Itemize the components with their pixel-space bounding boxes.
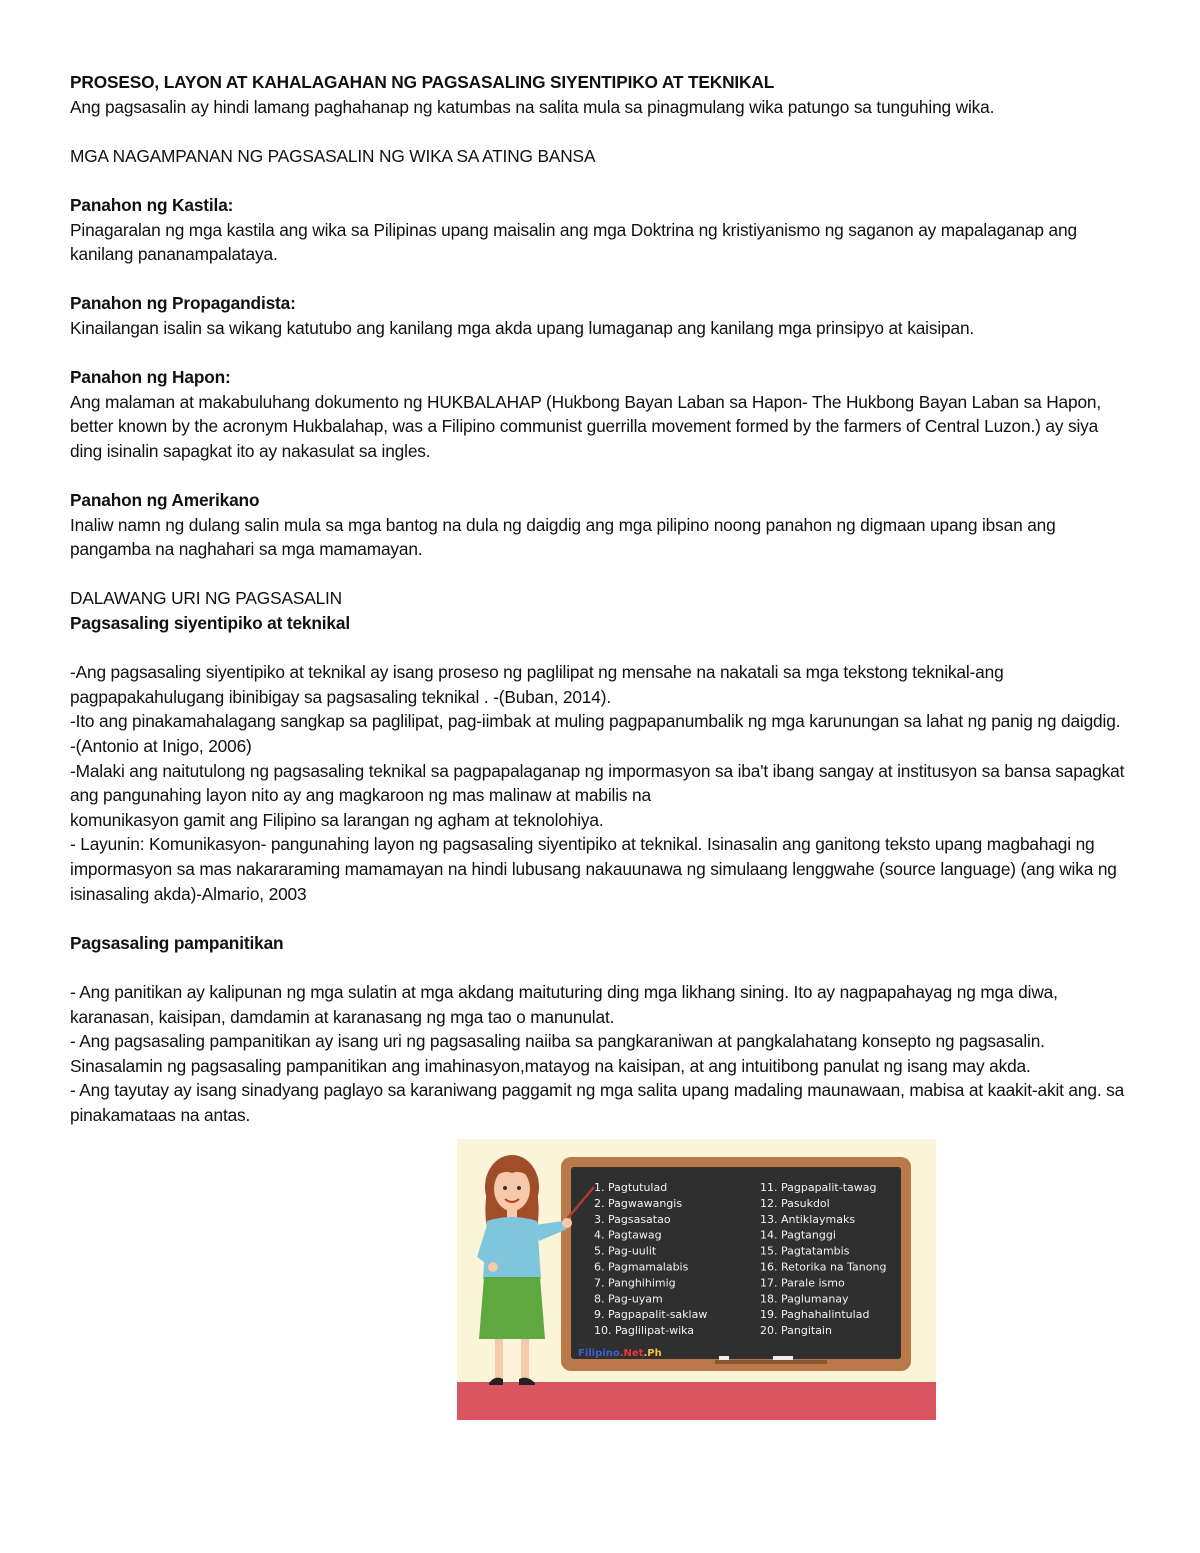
figure-list-item-left-10: 10. Paglilipat-wika [594,1324,695,1338]
figure-list-item-left-8: 8. Pag-uyam [594,1292,663,1306]
scientific-paragraph-2: -Ito ang pinakamahalagang sangkap sa paglilipat, pag-iimbak at muling pagpapanumbalik ng mga karunungan sa lahat ng panig ng daigdig. -(Antonio at Inigo, 2006) [70,711,1121,757]
figure-list-item-left-2: 2. Pagwawangis [594,1196,683,1210]
figure-list-item-right-7: 17. Parale ismo [760,1276,845,1290]
type-heading-literary: Pagsasaling pampanitikan [70,932,284,953]
section-heading-roles: MGA NAGAMPANAN NG PAGSASALIN NG WIKA SA ATING BANSA [70,145,596,166]
scientific-paragraph-4: - Layunin: Komunikasyon- pangunahing layon ng pagsasaling siyentipiko at teknikal. Isinasalin ang ganitong teksto upang magbahagi ng impormasyon sa mas nakararaming mamamayan na hindi lubusang nakauunawa ng simulaang lenggwahe (source language) (ang wika ng isinasaling akda)-Almario, 2003 [70,834,1117,904]
figure-list-item-left-3: 3. Pagsasatao [594,1212,671,1226]
period-heading-kastila: Panahon ng Kastila: [70,194,234,215]
section-heading-types: DALAWANG URI NG PAGSASALIN [70,588,343,609]
document-page [70,70,1126,1128]
figure-list-item-right-10: 20. Pangitain [760,1324,832,1338]
figure-list-item-right-1: 11. Pagpapalit-tawag [760,1181,877,1194]
teacher-chalkboard-illustration [457,1139,936,1420]
scientific-paragraph-1: -Ang pagsasaling siyentipiko at teknikal ay isang proseso ng paglilipat ng mensahe na nakatali sa mga tekstong teknikal-ang pagpapakahulugang ibinibigay sa pagsasaling teknikal . -(Buban, 2014). [70,662,1004,707]
period-text-amerikano: Inaliw namn ng dulang salin mula sa mga bantog na dula ng daigdig ang mga pilipino noong panahon ng digmaan upang ibsan ang pangamba na naghahari sa mga mamamayan. [70,514,1056,560]
figure-list-item-right-5: 15. Pagtatambis [760,1244,850,1258]
watermark: Filipino.Net.Ph [578,1348,662,1359]
period-heading-amerikano: Panahon ng Amerikano [70,490,260,511]
period-heading-propagandista: Panahon ng Propagandista: [70,293,296,314]
figure-list-item-left-7: 7. Panghihimig [594,1276,676,1290]
figure-list-item-left-4: 4. Pagtawag [594,1228,662,1242]
figure-list-item-right-4: 14. Pagtanggi [760,1228,836,1242]
document-title: PROSESO, LAYON AT KAHALAGAHAN NG PAGSASALING SIYENTIPIKO AT TEKNIKAL [70,72,775,92]
figure-list-item-right-6: 16. Retorika na Tanong [760,1260,887,1274]
chalk-piece-icon [719,1356,729,1360]
scientific-paragraph-3b: komunikasyon gamit ang Filipino sa larangan ng agham at teknolohiya. [70,809,604,830]
floor [457,1382,936,1420]
figure-list-item-right-9: 19. Paghahalintulad [760,1308,870,1322]
literary-paragraph-3: - Ang tayutay ay isang sinadyang paglayo sa karaniwang paggamit ng mga salita upang madaling maunawaan, mabisa at kaakit-akit ang. sa pinakamataas na antas. [70,1080,1125,1125]
eraser-icon [773,1356,793,1360]
period-text-propagandista: Kinailangan isalin sa wikang katutubo ang kanilang mga akda upang lumaganap ang kanilang mga prinsipyo at kaisipan. [70,317,975,338]
figure-list-item-right-8: 18. Paglumanay [760,1292,849,1306]
type-heading-scientific: Pagsasaling siyentipiko at teknikal [70,613,351,634]
figure-list-item-right-2: 12. Pasukdol [760,1196,830,1210]
period-heading-hapon: Panahon ng Hapon: [70,367,231,388]
period-text-kastila: Pinagaralan ng mga kastila ang wika sa Pilipinas upang maisalin ang mga Doktrina ng kristiyanismo ng saganon ay mapalaganap ang kanilang pananampalataya. [70,219,1077,265]
figure-list-item-right-3: 13. Antiklaymaks [760,1212,856,1226]
figure-list-item-left-6: 6. Pagmamalabis [594,1260,689,1274]
figure-list-item-left-5: 5. Pag-uulit [594,1244,657,1258]
scientific-paragraph-3a: -Malaki ang naitutulong ng pagsasaling teknikal sa pagpapalaganap ng impormasyon sa iba't ibang sangay at institusyon sa bansa sapagkat ang pangunahing layon nito ay ang magkaroon ng mas malinaw at mabilis na [70,760,1125,806]
period-text-hapon: Ang malaman at makabuluhang dokumento ng HUKBALAHAP (Hukbong Bayan Laban sa Hapon- The Hukbong Bayan Laban sa Hapon, better known by the acronym Hukbalahap, was a Filipino communist guerrilla movement formed by the farmers of Central Luzon.) ay siya ding isinalin sapagkat ito ay nakasulat sa ingles. [70,391,1102,461]
figure-list-item-left-1: 1. Pagtutulad [594,1181,668,1194]
chalk-tray [715,1360,827,1364]
literary-paragraph-1: - Ang panitikan ay kalipunan ng mga sulatin at mga akdang maituturing ding mga likhang sining. Ito ay nagpapahayag ng mga diwa, karanasan, kaisipan, damdamin at karanasang ng mga tao o manunulat. [70,981,1058,1027]
intro-paragraph: Ang pagsasalin ay hindi lamang paghahanap ng katumbas na salita mula sa pinagmulang wika patungo sa tunguhing wika. [70,96,995,117]
figure-list-item-left-9: 9. Pagpapalit-saklaw [594,1308,708,1322]
literary-paragraph-2: - Ang pagsasaling pampanitikan ay isang uri ng pagsasaling naiiba sa pangkaraniwan at pangkalahatang konsepto ng pagsasalin. Sinasalamin ng pagsasaling pampanitikan ang imahinasyon,matayog na kaisipan, at ang intuitibong panulat ng isang may akda. [70,1031,1045,1076]
